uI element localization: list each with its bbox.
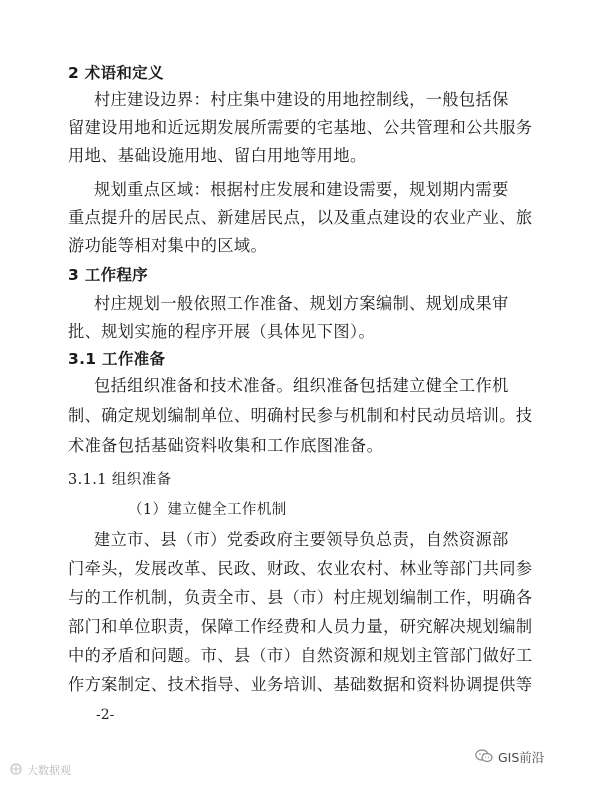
text-line: 批、规划实施的程序开展（具体见下图）。	[68, 322, 376, 341]
wechat-icon	[475, 749, 493, 766]
text-line: 术准备包括基础资料收集和工作底图准备。	[68, 436, 384, 455]
text-line: 制、确定规划编制单位、明确村民参与机制和村民动员培训。技	[68, 406, 533, 425]
section-heading-3-1: 3.1 工作准备	[68, 350, 166, 368]
text-line: 建立市、县（市）党委政府主要领导负总责，自然资源部	[94, 530, 509, 549]
text-line: 规划重点区域：根据村庄发展和建设需要，规划期内需要	[94, 180, 509, 199]
text-line: 部门和单位职责，保障工作经费和人员力量，研究解决规划编制	[68, 617, 533, 636]
text-line: 村庄规划一般依照工作准备、规划方案编制、规划成果审	[94, 294, 509, 313]
text-line: 用地、基础设施用地、留白用地等用地。	[68, 146, 367, 165]
page-number: -2-	[96, 707, 115, 723]
text-line: 村庄建设边界：村庄集中建设的用地控制线，一般包括保	[94, 90, 509, 109]
text-line: 与的工作机制，负责全市、县（市）村庄规划编制工作，明确各	[68, 588, 533, 607]
text-line: 作方案制定、技术指导、业务培训、基础数据和资料协调提供等	[68, 675, 533, 694]
text-line: 重点提升的居民点、新建居民点，以及重点建设的农业产业、旅	[68, 208, 533, 227]
text-line: 门牵头，发展改革、民政、财政、农业农村、林业等部门共同参	[68, 559, 533, 578]
text-line: 中的矛盾和问题。市、县（市）自然资源和规划主管部门做好工	[68, 646, 533, 665]
section-heading-3-1-1: 3.1.1 组织准备	[68, 472, 172, 488]
section-heading-2: 2 术语和定义	[68, 64, 164, 82]
text-line: 留建设用地和近远期发展所需要的宅基地、公共管理和公共服务	[68, 118, 533, 137]
text-line: 包括组织准备和技术准备。组织准备包括建立健全工作机	[94, 376, 509, 395]
watermark-left-text: 大数据观	[27, 764, 71, 777]
watermark-left	[10, 762, 71, 778]
text-line: 游功能等相对集中的区域。	[68, 236, 268, 255]
section-heading-3: 3 工作程序	[68, 266, 148, 284]
text-line: （1）建立健全工作机制	[128, 502, 287, 518]
watermark-right	[475, 748, 544, 766]
logo-mark-icon	[10, 763, 24, 778]
watermark-right-text: GIS前沿	[498, 750, 545, 765]
